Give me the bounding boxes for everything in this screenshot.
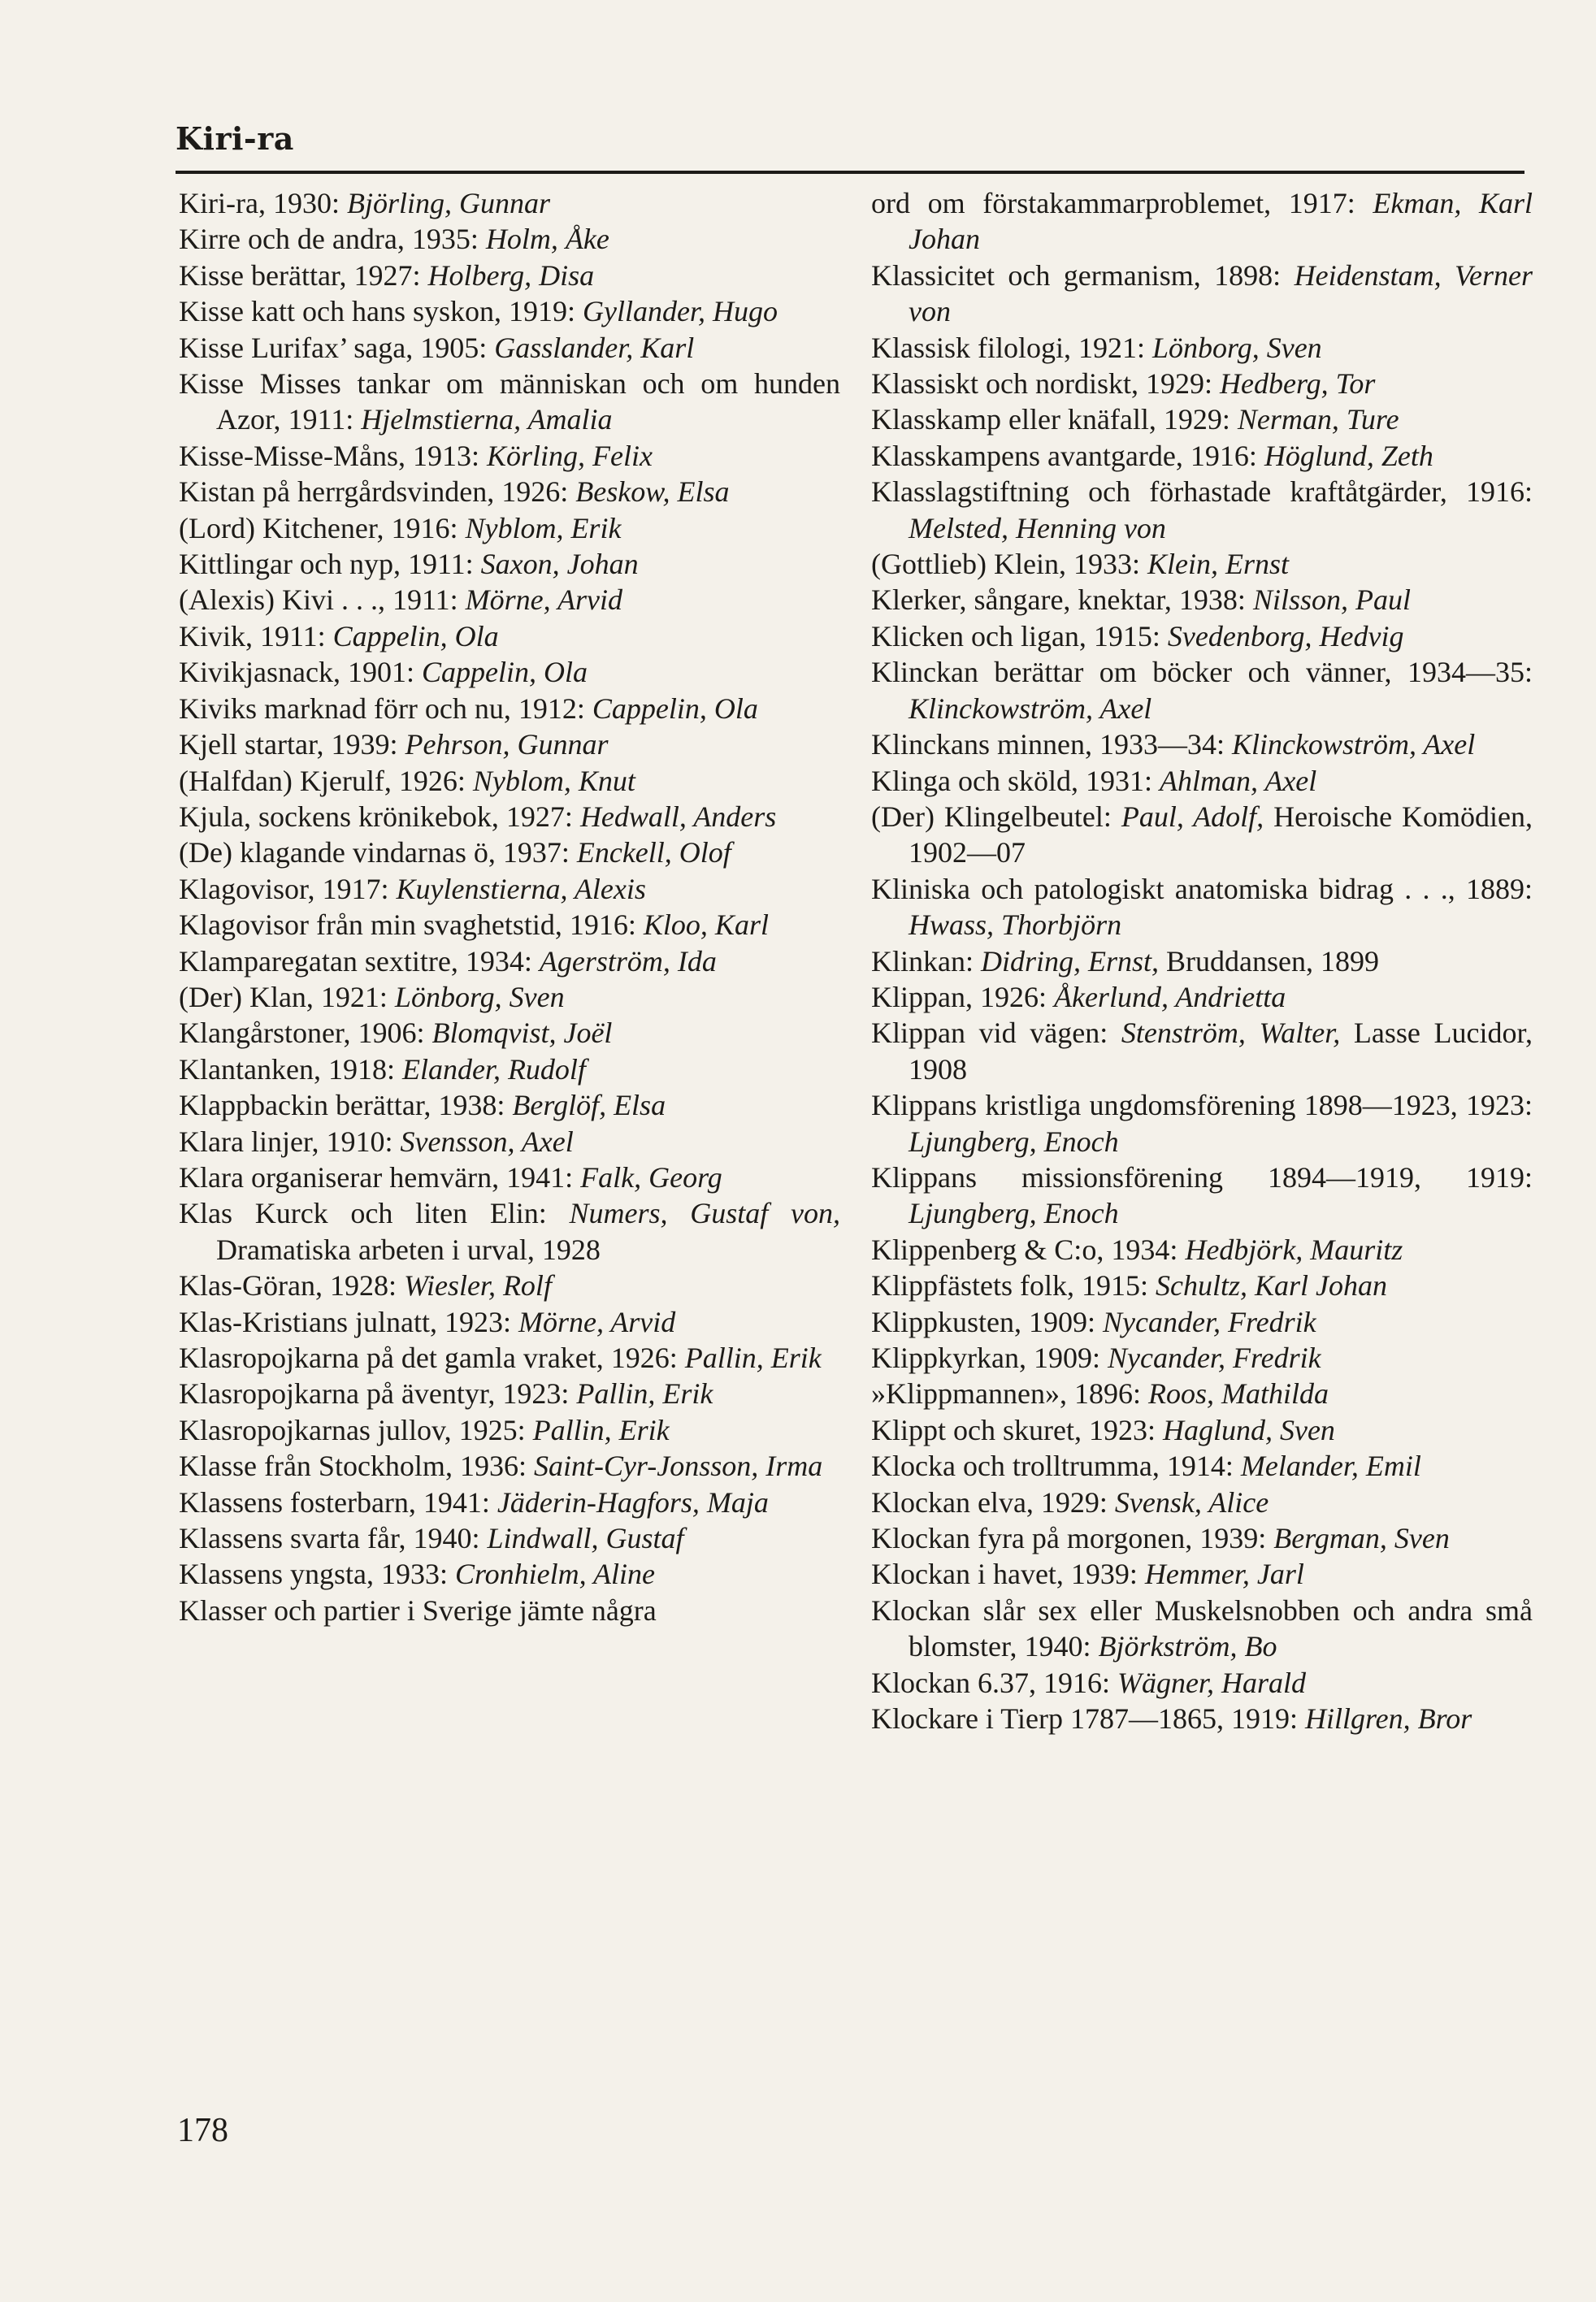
- entry-author: Stenström, Walter,: [1121, 1017, 1341, 1050]
- entry-author: Holm, Åke: [485, 223, 609, 256]
- entry-title: Kisse Lurifax’ saga, 1905:: [179, 331, 495, 364]
- index-entry: [871, 1340, 1533, 1376]
- entry-author: Agerström, Ida: [539, 944, 717, 978]
- header-rule: [176, 171, 1524, 174]
- index-entry: [871, 1520, 1533, 1556]
- entry-title: Kistan på herrgårdsvinden, 1926:: [179, 475, 576, 509]
- entry-title: Klockan i havet, 1939:: [871, 1558, 1145, 1591]
- index-entry: [871, 474, 1533, 546]
- index-entry: [871, 871, 1533, 943]
- entry-author: Melsted, Henning von: [909, 511, 1166, 544]
- entry-title: Klangårstoner, 1906:: [179, 1017, 432, 1050]
- index-entry: [179, 979, 840, 1015]
- index-entry: [871, 979, 1533, 1015]
- entry-author: Ljungberg, Enoch: [909, 1125, 1119, 1158]
- entry-title: Klara linjer, 1910:: [179, 1125, 401, 1158]
- index-entry: [179, 1160, 840, 1195]
- entry-title: (Alexis) Kivi . . ., 1911:: [179, 583, 466, 617]
- entry-author: Nyblom, Knut: [472, 764, 635, 797]
- entry-title: (De) klagande vindarnas ö, 1937:: [179, 836, 577, 869]
- entry-author: Klein, Ernst: [1147, 548, 1289, 581]
- index-entry: [179, 835, 840, 870]
- entry-title: Klasskampens avantgarde, 1916:: [871, 439, 1264, 472]
- index-entry: [179, 1268, 840, 1303]
- entry-author: Ljungberg, Enoch: [909, 1197, 1119, 1230]
- entry-title: (Halfdan) Kjerulf, 1926:: [179, 764, 473, 797]
- entry-author: Pallin, Erik: [576, 1377, 713, 1411]
- entry-title: Kisse Misses tankar om människan och om hunden Azor, 1911:: [179, 367, 840, 436]
- entry-author: Enckell, Olof: [576, 836, 731, 869]
- entry-author: Pallin, Erik: [684, 1342, 822, 1374]
- entry-author: Didring, Ernst,: [980, 944, 1160, 978]
- entry-author: Björling, Gunnar: [346, 187, 550, 219]
- entry-title: Kivikjasnack, 1901:: [179, 656, 422, 689]
- entry-author: Hedwall, Anders: [579, 800, 777, 833]
- entry-author: Hwass, Thorbjörn: [909, 908, 1122, 942]
- index-entry: [179, 1376, 840, 1411]
- entry-author: Holberg, Disa: [427, 258, 595, 292]
- entry-title: Kiviks marknad förr och nu, 1912:: [179, 691, 592, 725]
- entry-title: Kisse berättar, 1927:: [179, 258, 428, 292]
- index-entry: [871, 618, 1533, 654]
- index-entry: [871, 330, 1533, 366]
- entry-title: Klippenberg & C:o, 1934:: [871, 1233, 1186, 1266]
- entry-title: Klassisk filologi, 1921:: [871, 331, 1153, 364]
- entry-title: (Gottlieb) Klein, 1933:: [871, 548, 1147, 581]
- index-entry: [179, 258, 840, 293]
- entry-author: Numers, Gustaf von,: [569, 1197, 840, 1230]
- entry-note: Heroische Komödien, 1902—07: [909, 800, 1533, 869]
- index-entry: [871, 185, 1533, 258]
- index-entry: [871, 546, 1533, 582]
- entry-title: Kirre och de andra, 1935:: [179, 223, 486, 256]
- right-column: [871, 185, 1533, 1736]
- index-entry: [179, 330, 840, 366]
- index-entry: [179, 1593, 840, 1628]
- index-entry: [179, 799, 840, 835]
- entry-title: Kliniska och patologiskt anatomiska bidrag . . ., 1889:: [871, 872, 1533, 905]
- index-entry: [871, 366, 1533, 401]
- index-entry: [871, 1448, 1533, 1484]
- left-column: [179, 185, 840, 1628]
- entry-author: Gyllander, Hugo: [582, 295, 778, 328]
- entry-author: Hemmer, Jarl: [1144, 1558, 1304, 1591]
- entry-title: (Lord) Kitchener, 1916:: [179, 511, 466, 544]
- index-entry: [871, 258, 1533, 330]
- index-entry: [871, 799, 1533, 871]
- entry-author: Kloo, Karl: [643, 908, 769, 942]
- entry-author: Cappelin, Ola: [592, 691, 758, 725]
- index-entry: [179, 221, 840, 257]
- index-entry: [179, 871, 840, 907]
- entry-author: Melander, Emil: [1240, 1450, 1421, 1483]
- entry-title: (Der) Klingelbeutel:: [871, 800, 1121, 833]
- entry-author: Ekman, Karl Johan: [909, 187, 1533, 256]
- entry-author: Mörne, Arvid: [465, 583, 622, 617]
- entry-title: Klasslagstiftning och förhastade kraftåtgärder, 1916:: [871, 475, 1533, 509]
- entry-title: Klippan vid vägen:: [871, 1017, 1121, 1050]
- entry-title: Kjula, sockens krönikebok, 1927:: [179, 800, 580, 833]
- entry-title: Klantanken, 1918:: [179, 1052, 402, 1086]
- entry-author: Schultz, Karl Johan: [1155, 1269, 1387, 1303]
- entry-title: Klas-Kristians julnatt, 1923:: [179, 1305, 518, 1338]
- index-entry: [179, 1087, 840, 1123]
- index-entry: [871, 1232, 1533, 1268]
- entry-author: Klinckowström, Axel: [1231, 728, 1476, 761]
- entry-title: Klassiskt och nordiskt, 1929:: [871, 367, 1220, 401]
- index-entry: [871, 1376, 1533, 1411]
- entry-title: Klasropojkarnas jullov, 1925:: [179, 1413, 533, 1446]
- entry-title: Klippfästets folk, 1915:: [871, 1269, 1156, 1303]
- index-entry: [179, 1340, 840, 1376]
- index-entry: [871, 1015, 1533, 1087]
- entry-title: Klas-Göran, 1928:: [179, 1269, 404, 1303]
- entry-title: Klippt och skuret, 1923:: [871, 1413, 1163, 1446]
- entry-author: Pehrson, Gunnar: [405, 728, 609, 761]
- index-entry: [179, 691, 840, 726]
- entry-title: Klinckan berättar om böcker och vänner, 1934—35:: [871, 656, 1533, 689]
- entry-title: Klara organiserar hemvärn, 1941:: [179, 1160, 581, 1194]
- index-entry: [871, 726, 1533, 762]
- entry-title: Kisse-Misse-Måns, 1913:: [179, 439, 487, 472]
- entry-author: Lönborg, Sven: [394, 980, 565, 1013]
- entry-author: Hedbjörk, Mauritz: [1185, 1233, 1403, 1266]
- index-entry: [179, 726, 840, 762]
- index-entry: [179, 618, 840, 654]
- entry-author: Nycander, Fredrik: [1107, 1342, 1321, 1374]
- index-entry: [871, 1665, 1533, 1701]
- entry-title: Klas Kurck och liten Elin:: [179, 1197, 570, 1230]
- entry-author: Wägner, Harald: [1117, 1666, 1306, 1699]
- entry-title: Kisse katt och hans syskon, 1919:: [179, 295, 583, 328]
- entry-note: Lasse Lucidor, 1908: [909, 1017, 1533, 1086]
- entry-author: Paul, Adolf,: [1121, 800, 1264, 833]
- entry-title: Klasropojkarna på det gamla vraket, 1926:: [179, 1342, 685, 1374]
- entry-author: Wiesler, Rolf: [403, 1269, 552, 1303]
- index-entry: [871, 401, 1533, 437]
- entry-title: Klippans kristliga ungdomsförening 1898—1923, 1923:: [871, 1089, 1533, 1122]
- entry-author: Svedenborg, Hedvig: [1167, 619, 1404, 652]
- index-entry: [179, 1124, 840, 1160]
- running-head: Kiri-ra: [176, 120, 294, 157]
- entry-title: Klippan, 1926:: [871, 980, 1054, 1013]
- index-entry: [179, 654, 840, 690]
- entry-author: Cappelin, Ola: [421, 656, 588, 689]
- index-entry: [179, 1015, 840, 1051]
- index-entry: [871, 1593, 1533, 1665]
- entry-title: Kittlingar och nyp, 1911:: [179, 548, 481, 581]
- entry-title: Klockan slår sex eller Muskelsnobben och andra små blomster, 1940:: [871, 1593, 1533, 1663]
- entry-author: Falk, Georg: [580, 1160, 722, 1194]
- index-entry: [179, 510, 840, 546]
- entry-title: Klasse från Stockholm, 1936:: [179, 1450, 534, 1483]
- index-entry: [179, 546, 840, 582]
- entry-author: Björkström, Bo: [1098, 1630, 1277, 1663]
- entry-title: Kiri-ra, 1930:: [179, 187, 347, 219]
- entry-author: Hedberg, Tor: [1220, 367, 1376, 401]
- entry-author: Svensk, Alice: [1114, 1485, 1269, 1519]
- index-entry: [179, 763, 840, 799]
- entry-author: Hjelmstierna, Amalia: [361, 403, 613, 436]
- entry-author: Saint-Cyr-Jonsson, Irma: [533, 1450, 823, 1483]
- entry-title: Klockan fyra på morgonen, 1939:: [871, 1522, 1274, 1555]
- entry-title: Klassens fosterbarn, 1941:: [179, 1485, 497, 1519]
- entry-author: Nyblom, Erik: [465, 511, 622, 544]
- entry-author: Svensson, Axel: [400, 1125, 574, 1158]
- entry-title: Kjell startar, 1939:: [179, 728, 406, 761]
- entry-title: Klerker, sångare, knektar, 1938:: [871, 583, 1253, 617]
- entry-title: Klockare i Tierp 1787—1865, 1919:: [871, 1702, 1305, 1736]
- entry-author: Elander, Rudolf: [401, 1052, 586, 1086]
- entry-author: Roos, Mathilda: [1147, 1377, 1329, 1411]
- entry-author: Cappelin, Ola: [332, 619, 499, 652]
- index-entry: [871, 1160, 1533, 1232]
- entry-title: Klockan 6.37, 1916:: [871, 1666, 1117, 1699]
- entry-author: Gasslander, Karl: [494, 331, 695, 364]
- index-entry: [871, 438, 1533, 474]
- index-entry: [179, 582, 840, 618]
- entry-title: Klassicitet och germanism, 1898:: [871, 258, 1295, 292]
- entry-author: Nerman, Ture: [1237, 403, 1399, 436]
- index-entry: [871, 1304, 1533, 1340]
- entry-author: Kuylenstierna, Alexis: [396, 872, 646, 905]
- index-entry: [871, 1412, 1533, 1448]
- index-entry: [871, 1485, 1533, 1520]
- entry-title: Klagovisor från min svaghetstid, 1916:: [179, 908, 644, 942]
- entry-title: Klinkan:: [871, 944, 981, 978]
- entry-author: Mörne, Arvid: [518, 1305, 676, 1338]
- entry-author: Körling, Felix: [486, 439, 653, 472]
- entry-author: Hillgren, Bror: [1304, 1702, 1472, 1736]
- entry-author: Höglund, Zeth: [1264, 439, 1433, 472]
- index-entry: [179, 1448, 840, 1484]
- entry-author: Klinckowström, Axel: [909, 691, 1152, 725]
- entry-author: Pallin, Erik: [532, 1413, 670, 1446]
- index-entry: [179, 474, 840, 509]
- entry-title: Klasropojkarna på äventyr, 1923:: [179, 1377, 577, 1411]
- page-number: 178: [177, 2112, 228, 2149]
- entry-title: Klicken och ligan, 1915:: [871, 619, 1168, 652]
- index-entry: [871, 1087, 1533, 1160]
- entry-title: Klippans missionsförening 1894—1919, 1919:: [871, 1160, 1533, 1194]
- entry-title: Klippkusten, 1909:: [871, 1305, 1103, 1338]
- entry-author: Haglund, Sven: [1162, 1413, 1335, 1446]
- entry-title: Kivik, 1911:: [179, 619, 333, 652]
- index-entry: [871, 763, 1533, 799]
- entry-author: Ahlman, Axel: [1159, 764, 1317, 797]
- entry-title: Klassens yngsta, 1933:: [179, 1558, 455, 1591]
- entry-note: Bruddansen, 1899: [1159, 944, 1379, 978]
- entry-title: Klinckans minnen, 1933—34:: [871, 728, 1232, 761]
- entry-title: Klippkyrkan, 1909:: [871, 1342, 1108, 1374]
- index-entry: [871, 943, 1533, 979]
- entry-author: Cronhielm, Aline: [454, 1558, 655, 1591]
- entry-title: Klamparegatan sextitre, 1934:: [179, 944, 540, 978]
- entry-title: Klagovisor, 1917:: [179, 872, 397, 905]
- index-entry: [179, 907, 840, 943]
- entry-title: Klassens svarta får, 1940:: [179, 1522, 488, 1555]
- entry-title: Klasskamp eller knäfall, 1929:: [871, 403, 1238, 436]
- index-entry: [871, 1268, 1533, 1303]
- index-entry: [179, 943, 840, 979]
- entry-title: Klinga och sköld, 1931:: [871, 764, 1160, 797]
- entry-author: Bergman, Sven: [1273, 1522, 1450, 1555]
- entry-author: Heidenstam, Verner von: [909, 258, 1533, 328]
- entry-title: Klappbackin berättar, 1938:: [179, 1089, 513, 1122]
- index-entry: [871, 582, 1533, 618]
- entry-title: Klocka och trolltrumma, 1914:: [871, 1450, 1241, 1483]
- index-entry: [871, 1701, 1533, 1736]
- index-entry: [179, 1412, 840, 1448]
- entry-author: Saxon, Johan: [480, 548, 639, 581]
- entry-author: Lönborg, Sven: [1152, 331, 1322, 364]
- index-entry: [179, 1485, 840, 1520]
- index-entry: [179, 293, 840, 329]
- entry-title: ord om förstakammarproblemet, 1917:: [871, 187, 1373, 219]
- index-entry: [871, 1556, 1533, 1592]
- entry-author: Berglöf, Elsa: [512, 1089, 666, 1122]
- index-entry: [179, 1195, 840, 1268]
- index-entry: [179, 1051, 840, 1087]
- index-entry: [179, 1520, 840, 1556]
- index-entry: [179, 1304, 840, 1340]
- entry-author: Nycander, Fredrik: [1103, 1305, 1316, 1338]
- entry-title: Klasser och partier i Sverige jämte några: [179, 1593, 657, 1627]
- entry-author: Blomqvist, Joël: [432, 1017, 613, 1050]
- index-entry: [871, 654, 1533, 726]
- entry-author: Nilsson, Paul: [1252, 583, 1411, 617]
- entry-author: Jäderin-Hagfors, Maja: [497, 1485, 769, 1519]
- index-entry: [179, 185, 840, 221]
- index-entry: [179, 1556, 840, 1592]
- entry-author: Lindwall, Gustaf: [487, 1522, 684, 1555]
- index-entry: [179, 366, 840, 438]
- entry-author: Åkerlund, Andrietta: [1053, 980, 1286, 1013]
- entry-title: Klockan elva, 1929:: [871, 1485, 1115, 1519]
- entry-title: (Der) Klan, 1921:: [179, 980, 395, 1013]
- index-entry: [179, 438, 840, 474]
- entry-title: »Klippmannen», 1896:: [871, 1377, 1148, 1411]
- entry-author: Beskow, Elsa: [575, 475, 730, 509]
- entry-note: Dramatiska arbeten i urval, 1928: [216, 1233, 601, 1266]
